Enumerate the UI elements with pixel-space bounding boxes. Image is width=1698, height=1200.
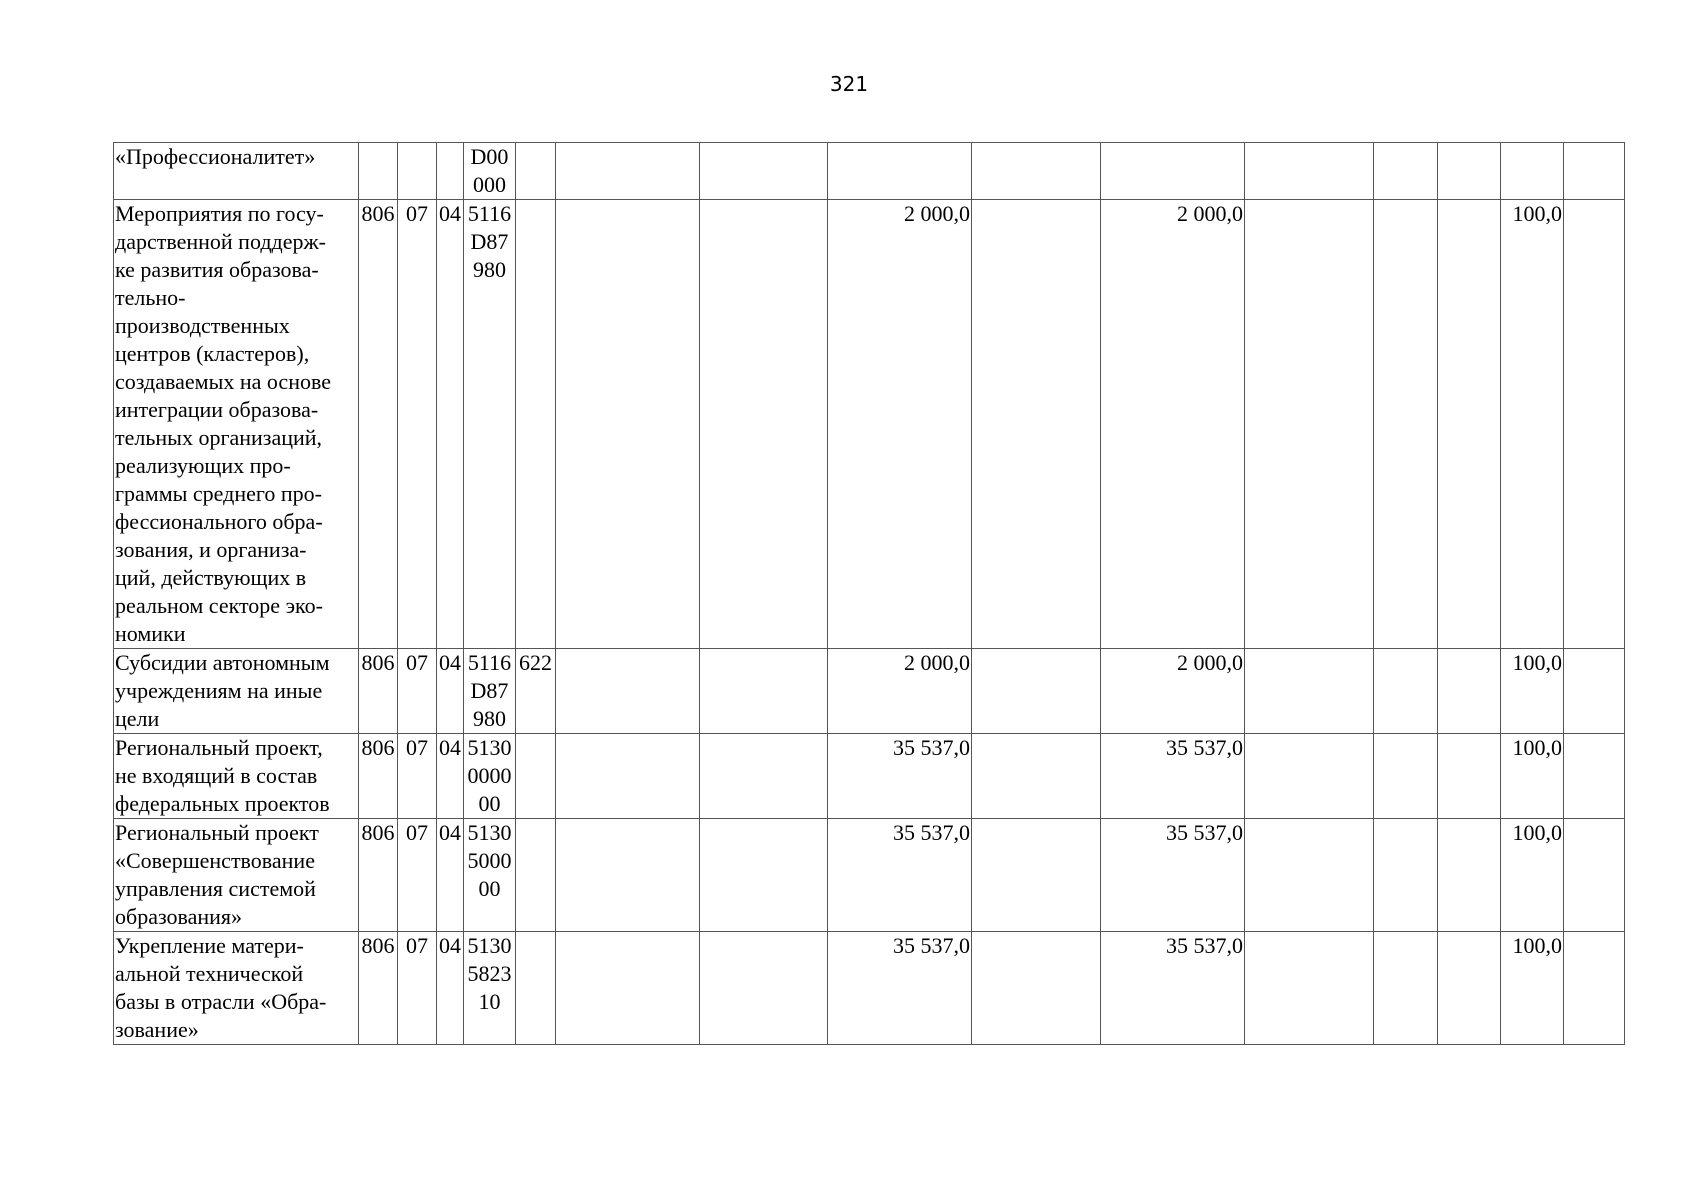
execution-percent-text: 100,0: [1512, 650, 1562, 675]
row-name: [114, 819, 359, 932]
fact-amount-text: 2 000,0: [1177, 201, 1243, 226]
fact-amount: [1101, 734, 1245, 819]
execution-percent-text: 100,0: [1512, 820, 1562, 845]
fact-amount: [1101, 649, 1245, 734]
row-name: [114, 649, 359, 734]
section-code-text: 07: [406, 650, 428, 675]
empty-cell: [1438, 819, 1501, 932]
empty-cell: [1564, 649, 1625, 734]
empty-cell: [1245, 932, 1374, 1045]
target-article-code: [464, 819, 516, 932]
empty-cell: [700, 200, 828, 649]
empty-cell: [1245, 649, 1374, 734]
ved-code: [359, 819, 398, 932]
empty-cell: [1245, 819, 1374, 932]
plan-amount: [828, 649, 972, 734]
expense-type-code-text: 622: [519, 650, 552, 675]
ved-code-text: 806: [361, 650, 395, 675]
ved-code: [359, 649, 398, 734]
row-name-text: Субсидии автономным учреждениям на иные цели: [115, 650, 330, 731]
empty-cell: [1245, 734, 1374, 819]
empty-cell: [1564, 734, 1625, 819]
row-name: [114, 143, 359, 200]
expense-type-code: [516, 143, 556, 200]
ved-code: [359, 200, 398, 649]
section-code: [398, 143, 437, 200]
empty-cell: [1438, 734, 1501, 819]
ved-code-text: 806: [361, 201, 395, 226]
section-code: [398, 200, 437, 649]
target-article-code: [464, 649, 516, 734]
table-row: [114, 932, 1625, 1045]
section-code: [398, 932, 437, 1045]
subsection-code-text: 04: [439, 820, 461, 845]
expense-type-code: [516, 649, 556, 734]
ved-code: [359, 143, 398, 200]
empty-cell: [972, 819, 1101, 932]
target-article-code-text: 5130 5000 00: [467, 820, 512, 901]
plan-amount-text: 35 537,0: [893, 820, 970, 845]
row-name-text: Региональный проект, не входящий в состав федеральных проектов: [115, 735, 330, 816]
table-row: [114, 200, 1625, 649]
fact-amount-text: 35 537,0: [1166, 735, 1243, 760]
empty-cell: [700, 143, 828, 200]
table-body: [114, 143, 1625, 1045]
execution-percent: [1501, 734, 1564, 819]
fact-amount: [1101, 819, 1245, 932]
ved-code-text: 806: [361, 820, 395, 845]
row-name-text: Укрепление матери- альной технической базы в отрасли «Обра- зование»: [115, 933, 327, 1042]
ved-code-text: 806: [361, 735, 395, 760]
empty-cell: [1374, 932, 1438, 1045]
expense-type-code: [516, 819, 556, 932]
section-code-text: 07: [406, 933, 428, 958]
empty-cell: [1438, 932, 1501, 1045]
execution-percent-text: 100,0: [1512, 933, 1562, 958]
ved-code: [359, 932, 398, 1045]
empty-cell: [972, 734, 1101, 819]
fact-amount: [1101, 143, 1245, 200]
fact-amount-text: 2 000,0: [1177, 650, 1243, 675]
empty-cell: [556, 932, 700, 1045]
expense-type-code: [516, 200, 556, 649]
empty-cell: [700, 819, 828, 932]
fact-amount-text: 35 537,0: [1166, 933, 1243, 958]
target-article-code: [464, 734, 516, 819]
target-article-code-text: 5116 D87 980: [467, 650, 512, 731]
expense-type-code: [516, 932, 556, 1045]
empty-cell: [972, 200, 1101, 649]
empty-cell: [556, 649, 700, 734]
row-name: [114, 932, 359, 1045]
ved-code-text: 806: [361, 933, 395, 958]
subsection-code: [437, 649, 464, 734]
table-row: [114, 649, 1625, 734]
plan-amount-text: 35 537,0: [893, 735, 970, 760]
row-name-text: Региональный проект «Совершенствование управления системой образования»: [115, 820, 319, 929]
target-article-code: [464, 143, 516, 200]
plan-amount: [828, 819, 972, 932]
table-row: [114, 143, 1625, 200]
target-article-code-text: 5130 5823 10: [467, 933, 512, 1014]
fact-amount-text: 35 537,0: [1166, 820, 1243, 845]
section-code-text: 07: [406, 735, 428, 760]
empty-cell: [1374, 200, 1438, 649]
execution-percent: [1501, 649, 1564, 734]
empty-cell: [1374, 649, 1438, 734]
empty-cell: [556, 734, 700, 819]
target-article-code-text: 5116 D87 980: [467, 201, 512, 282]
execution-percent: [1501, 143, 1564, 200]
empty-cell: [1374, 819, 1438, 932]
plan-amount-text: 2 000,0: [904, 201, 970, 226]
empty-cell: [1438, 649, 1501, 734]
plan-amount: [828, 734, 972, 819]
empty-cell: [556, 200, 700, 649]
empty-cell: [1374, 143, 1438, 200]
page-number: 321: [829, 72, 869, 96]
empty-cell: [972, 649, 1101, 734]
section-code: [398, 649, 437, 734]
subsection-code: [437, 143, 464, 200]
target-article-code-text: 5130 0000 00: [467, 735, 512, 816]
empty-cell: [1438, 200, 1501, 649]
execution-percent: [1501, 200, 1564, 649]
empty-cell: [700, 932, 828, 1045]
plan-amount: [828, 143, 972, 200]
section-code-text: 07: [406, 820, 428, 845]
section-code: [398, 734, 437, 819]
plan-amount: [828, 200, 972, 649]
empty-cell: [1245, 143, 1374, 200]
empty-cell: [1374, 734, 1438, 819]
section-code-text: 07: [406, 201, 428, 226]
empty-cell: [1564, 200, 1625, 649]
table-row: [114, 734, 1625, 819]
subsection-code-text: 04: [439, 650, 461, 675]
empty-cell: [972, 932, 1101, 1045]
empty-cell: [1564, 932, 1625, 1045]
subsection-code: [437, 932, 464, 1045]
empty-cell: [700, 734, 828, 819]
target-article-code-text: D00 000: [470, 144, 509, 197]
empty-cell: [556, 819, 700, 932]
empty-cell: [1245, 200, 1374, 649]
row-name: [114, 734, 359, 819]
empty-cell: [1564, 819, 1625, 932]
execution-percent-text: 100,0: [1512, 735, 1562, 760]
execution-percent: [1501, 932, 1564, 1045]
empty-cell: [972, 143, 1101, 200]
empty-cell: [1564, 143, 1625, 200]
section-code: [398, 819, 437, 932]
target-article-code: [464, 200, 516, 649]
subsection-code: [437, 734, 464, 819]
plan-amount-text: 35 537,0: [893, 933, 970, 958]
subsection-code-text: 04: [439, 933, 461, 958]
table-row: [114, 819, 1625, 932]
budget-table: [113, 142, 1625, 1045]
subsection-code: [437, 200, 464, 649]
subsection-code-text: 04: [439, 201, 461, 226]
execution-percent-text: 100,0: [1512, 201, 1562, 226]
row-name-text: «Профессионалитет»: [115, 144, 316, 169]
fact-amount: [1101, 932, 1245, 1045]
subsection-code: [437, 819, 464, 932]
empty-cell: [1438, 143, 1501, 200]
empty-cell: [700, 649, 828, 734]
row-name: [114, 200, 359, 649]
execution-percent: [1501, 819, 1564, 932]
target-article-code: [464, 932, 516, 1045]
plan-amount: [828, 932, 972, 1045]
fact-amount: [1101, 200, 1245, 649]
plan-amount-text: 2 000,0: [904, 650, 970, 675]
row-name-text: Мероприятия по госу- дарственной поддерж- ке развития образова- тельно- производственных центров (кластеров), создаваемых на основе интеграции образова- тельных организаций, реализующих про- граммы среднего про- фессионального обра- зования, и организа- ций, действующих в реальном секторе эко- номики: [115, 201, 331, 646]
expense-type-code: [516, 734, 556, 819]
subsection-code-text: 04: [439, 735, 461, 760]
empty-cell: [556, 143, 700, 200]
ved-code: [359, 734, 398, 819]
